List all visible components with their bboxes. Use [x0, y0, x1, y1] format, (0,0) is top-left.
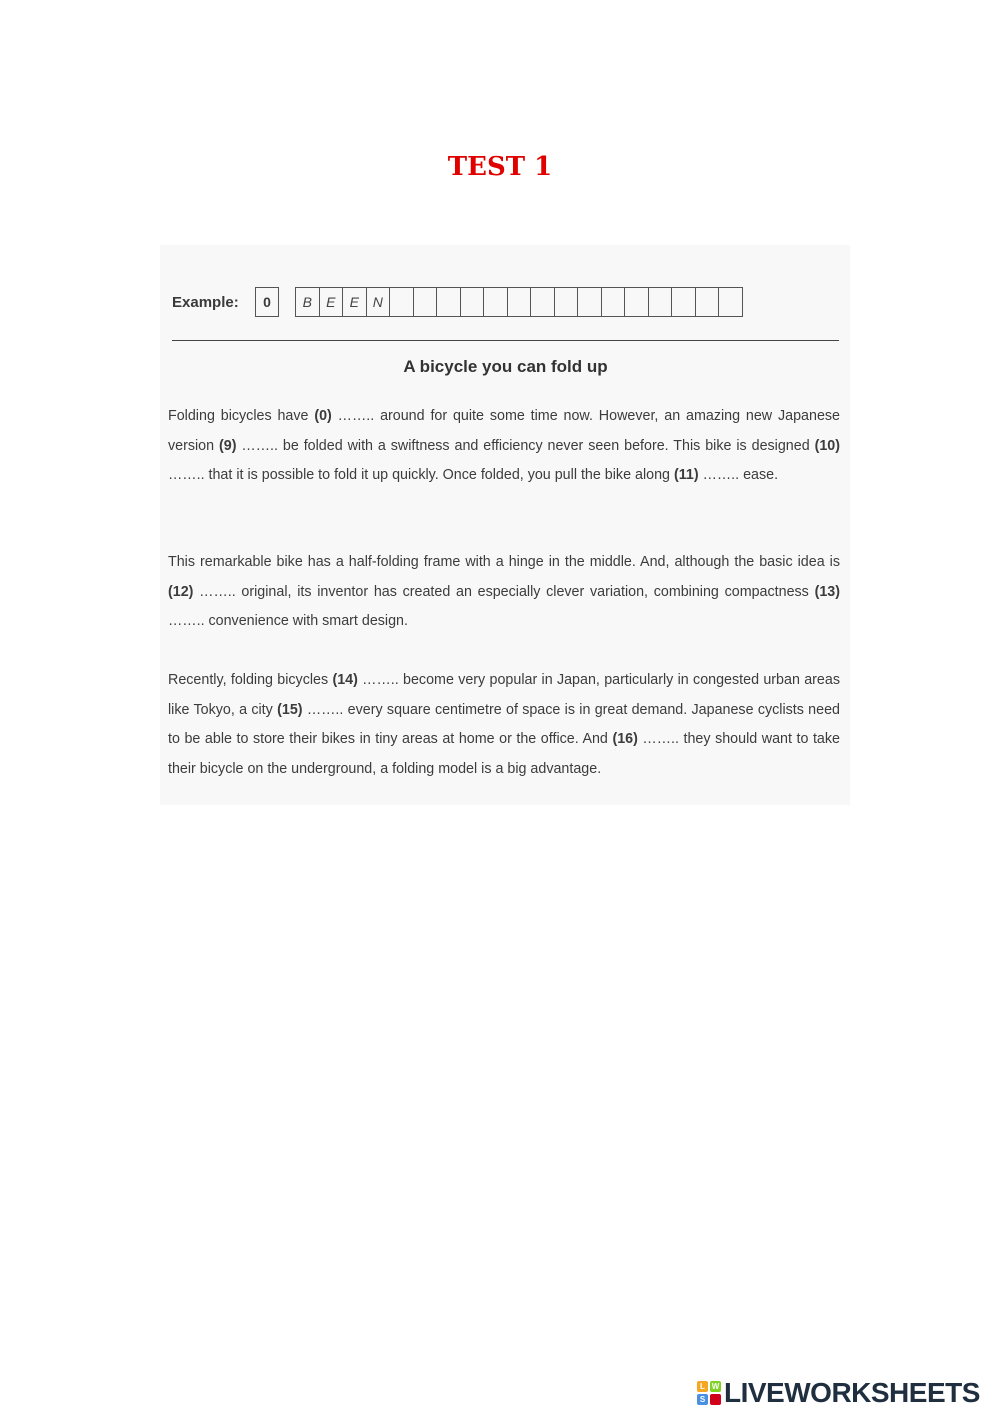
liveworksheets-brand[interactable] — [697, 1376, 980, 1410]
letter-box: N — [367, 288, 391, 316]
gap-number: (13) — [814, 583, 840, 600]
paragraph-3 — [168, 666, 840, 784]
letter-box — [578, 288, 602, 316]
paragraph-text: …….. every square centimetre of space is in great demand. Japanese cyclists need to be able to store their bikes in tiny areas at home or the office. And — [168, 701, 840, 747]
liveworksheets-logo-icon — [697, 1381, 721, 1405]
paragraph-text: …….. become very popular in Japan, particularly in congested urban areas like Tokyo, a city — [168, 672, 840, 718]
paragraph-text: …….. that it is possible to fold it up quickly. Once folded, you pull the bike along — [168, 467, 674, 483]
letter-box — [414, 288, 438, 316]
text-heading: A bicycle you can fold up — [403, 357, 608, 376]
gap-number: (15) — [277, 701, 303, 718]
example-number-box: 0 — [255, 287, 279, 317]
page-title: TEST 1 — [447, 152, 553, 182]
gap-number: (12) — [168, 583, 194, 600]
divider-line — [172, 340, 839, 341]
gap-number: (9) — [219, 437, 237, 454]
logo-square: S — [697, 1394, 708, 1405]
logo-square: L — [697, 1381, 708, 1392]
letter-box: B — [296, 288, 320, 316]
gap-number: (14) — [332, 672, 358, 688]
paragraph-text: …….. convenience with smart design. — [168, 613, 408, 629]
example-label: Example: — [172, 293, 239, 311]
paragraph-text: …….. around for quite some time now. However, an amazing new Japanese version — [168, 408, 840, 454]
paragraph-2 — [168, 548, 840, 637]
gap-number: (16) — [612, 731, 638, 747]
letter-box — [672, 288, 696, 316]
paragraph-text: …….. original, its inventor has created an especially clever variation, combining compactness — [193, 583, 815, 600]
paragraph-text: …….. they should want to take their bicycle on the underground, a folding model is a big advantage. — [168, 731, 840, 777]
letter-box — [461, 288, 485, 316]
letter-box — [484, 288, 508, 316]
paragraph-text: Recently, folding bicycles — [168, 672, 333, 688]
letter-box — [531, 288, 555, 316]
paragraph-text: Folding bicycles have — [168, 408, 315, 424]
letter-box — [508, 288, 532, 316]
letter-box — [649, 288, 673, 316]
letter-box — [602, 288, 626, 316]
letter-box — [555, 288, 579, 316]
gap-number: (0) — [314, 408, 332, 424]
paragraph-text: …….. be folded with a swiftness and efficiency never seen before. This bike is designed — [236, 437, 815, 454]
brand-text: LIVEWORKSHEETS — [724, 1377, 980, 1408]
gap-number: (11) — [673, 467, 699, 483]
paragraph-text: This remarkable bike has a half-folding frame with a hinge in the middle. And, although the basic idea is — [168, 554, 840, 570]
example-row — [172, 286, 743, 318]
letter-box: E — [343, 288, 367, 316]
letter-box — [390, 288, 414, 316]
answer-letter-boxes — [295, 287, 743, 317]
paragraph-1 — [168, 402, 840, 491]
letter-box — [696, 288, 720, 316]
paragraph-text: …….. ease. — [698, 467, 779, 483]
logo-square: W — [711, 1382, 720, 1391]
gap-number: (10) — [814, 437, 841, 454]
letter-box — [437, 288, 461, 316]
letter-box — [719, 288, 742, 316]
letter-box — [625, 288, 649, 316]
logo-square — [710, 1394, 721, 1405]
letter-box: E — [320, 288, 344, 316]
